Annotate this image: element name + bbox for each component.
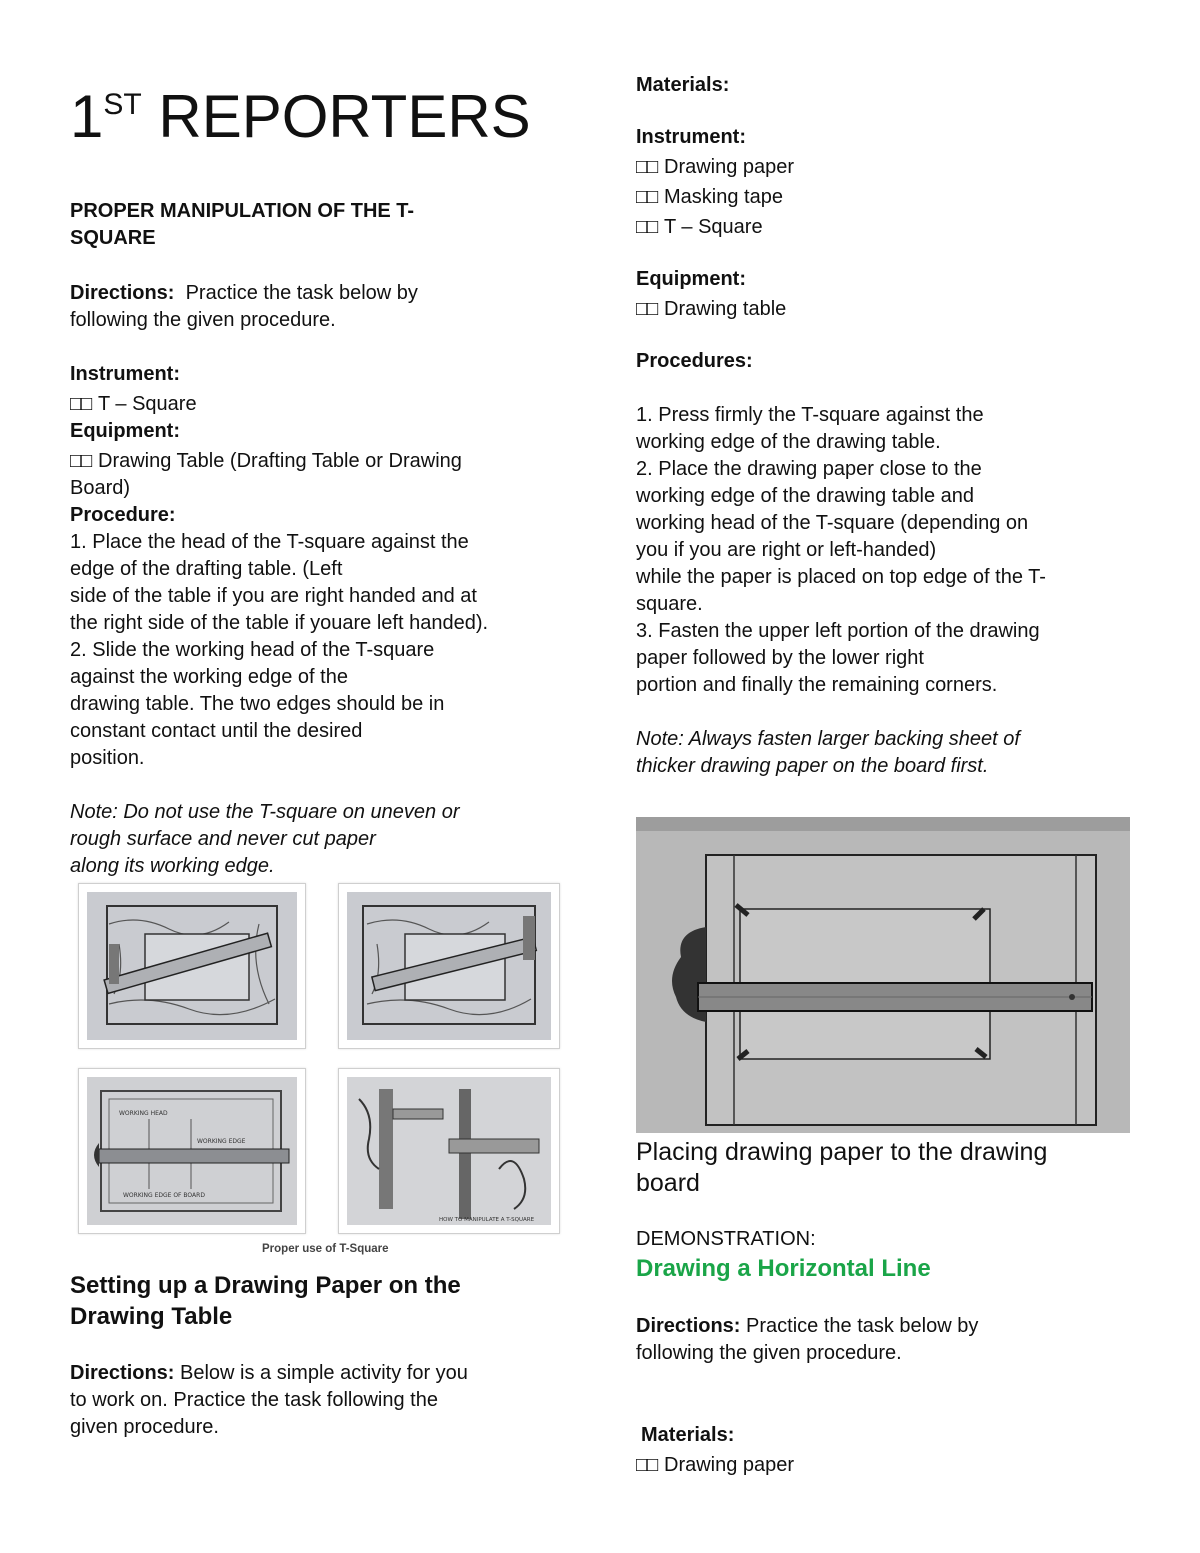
procedure-line: 1. Press firmly the T-square against the [636,404,984,426]
demonstration-label: DEMONSTRATION: [636,1228,816,1250]
procedure-line: position. [70,747,145,769]
procedure-line: while the paper is placed on top edge of the T- [636,566,1046,588]
board-photo-caption: Placing drawing paper to the drawing board [636,1138,1048,1197]
procedure-line: the right side of the table if youare left handed). [70,612,489,634]
svg-text:WORKING EDGE: WORKING EDGE [197,1138,246,1145]
right-note [636,726,1156,780]
right-materials: Materials: Instrument: □□ Drawing paper □□ Masking tape □□ T – Square Equipment: □□ Drawing table Procedures: 1. Press firmly the T-square against the working edge of the drawing table. 2. Place the drawing paper close to the working edge of the drawing table and working head of the T-square (depending on you if you are right or left-handed) while the paper is placed on top edge of the T- square. 3. Fasten the upper left portion of the drawing paper followed by the lower right portion and finally the remaining corners. Note: Always fasten larger backing sheet of thicker drawing paper on the board first. [636,72,1156,780]
procedure-line: working head of the T-square (depending on [636,512,1029,534]
procedure-line: 3. Fasten the upper left portion of the drawing [636,620,1040,642]
note-line: Note: Always fasten larger backing sheet of [636,728,1020,750]
figure-photo-2 [338,883,560,1049]
right-directions: Directions: Practice the task below by following the given procedure. [636,1315,979,1364]
procedure-line: working edge of the drawing table and [636,485,975,507]
procedure-line: portion and finally the remaining corners. [636,674,998,696]
left-directions-2: Directions: Below is a simple activity for you to work on. Practice the task following the given procedure. [70,1362,468,1438]
left-procedure-list [70,529,580,772]
procedure-line: 1. Place the head of the T-square against the [70,531,469,553]
note-line: Note: Do not use the T-square on uneven or [70,801,460,823]
procedure-line: edge of the drafting table. (Left [70,558,343,580]
section-heading-setup: Setting up a Drawing Paper on the Drawing Table [70,1272,461,1330]
note-line: along its working edge. [70,855,275,877]
right-materials-2-list: □□ Drawing paper [636,1454,795,1476]
procedure-line: square. [636,593,703,615]
page-title: 1ST REPORTERS [70,83,531,150]
svg-text:WORKING EDGE OF BOARD: WORKING EDGE OF BOARD [123,1192,205,1199]
left-note [70,799,580,880]
procedure-line: you if you are right or left-handed) [636,539,937,561]
figure-photo-4 [338,1068,560,1234]
figure-caption: Proper use of T-Square [262,1243,389,1255]
left-heading: PROPER MANIPULATION OF THE T- SQUARE [70,200,415,249]
board-photo [636,817,1130,1133]
procedure-line: constant contact until the desired [70,720,363,742]
right-procedure-list [636,402,1156,699]
procedure-line: side of the table if you are right handed and at [70,585,477,607]
note-line: thicker drawing paper on the board first. [636,755,989,777]
procedure-line: paper followed by the lower right [636,647,924,669]
figure-photo-3 [78,1068,306,1234]
procedure-line: drawing table. The two edges should be in [70,693,445,715]
right-materials-2: Materials: [641,1424,735,1446]
left-instrument-block: Instrument: □□ T – Square Equipment: □□ Drawing Table (Drafting Table or Drawing Board) Procedure: 1. Place the head of the T-square against the edge of the drafting table. (Left side of the table if you are right handed and at the right side of the table if youare left handed). 2. Slide the working head of the T-square against the working edge of the drawing table. The two edges should be in constant contact until the desired position. Note: Do not use the T-square on uneven or rough surface and never cut paper along its working edge. [70,361,580,880]
procedure-line: 2. Slide the working head of the T-square [70,639,435,661]
svg-text:HOW TO MANIPULATE A T-SQUARE: HOW TO MANIPULATE A T-SQUARE [439,1217,535,1223]
demo-title: Drawing a Horizontal Line [636,1255,931,1282]
svg-text:WORKING HEAD: WORKING HEAD [119,1110,168,1117]
procedure-line: 2. Place the drawing paper close to the [636,458,982,480]
note-line: rough surface and never cut paper [70,828,376,850]
left-directions: Directions: Practice the task below by following the given procedure. [70,282,418,331]
procedure-line: working edge of the drawing table. [636,431,941,453]
procedure-line: against the working edge of the [70,666,348,688]
figure-photo-1 [78,883,306,1049]
